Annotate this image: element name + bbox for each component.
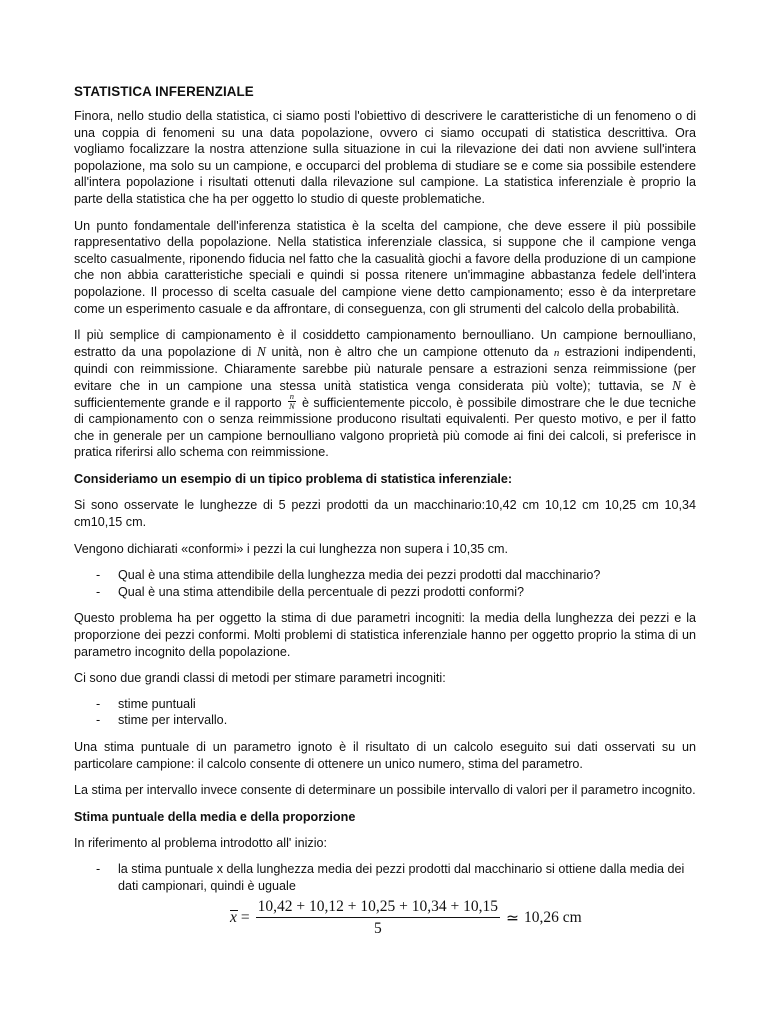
list-item: - stime puntuali: [74, 696, 696, 713]
paragraph-observations: Si sono osservate le lunghezze di 5 pezzi prodotti da un macchinario:10,42 cm 10,12 cm 10,25 cm 10,34 cm10,15 cm.: [74, 498, 696, 530]
formula-result: 10,26 cm: [523, 909, 582, 927]
math-n: n: [553, 346, 560, 359]
paragraph-sampling: Un punto fondamentale dell'inferenza statistica è la scelta del campione, che deve essere il più possibile rappresentativo della popolazione. Nella statistica inferenziale classica, si suppone che il campione venga scelto casualmente, riponendo fiducia nel fatto che la casualità giochi a favore della produzione di un campione che non abbia caratteristiche speciali e quindi si possa ritenere un'immagine abbastanza fedele dell'intera popolazione. Il processo di scelta casuale del campione viene detto campionamento; esso è da interpretare come un esperimento casuale e da affrontare, di conseguenza, con gli strumenti del calcolo della probabilità.: [74, 218, 696, 316]
questions-list: [74, 567, 696, 600]
paragraph-reference: In riferimento al problema introdotto all' inizio:: [74, 836, 328, 851]
heading-point-estimate: Stima puntuale della media e della proporzione: [74, 809, 356, 824]
paragraph-bernoulli: Il più semplice di campionamento è il cosiddetto campionamento bernoulliano. Un campione bernoulliano, estratto da una popolazione di N unità, non è altro che un campione ottenuto da n estrazioni indipendenti, quindi con reimmissione. Chiaramente sarebbe più naturale pensare a estrazioni senza reimmissione (per evitare che in un campione una stessa unità statistica venga considerata più volte); tuttavia, se N è sufficientemente grande e il rapporto $\frac{n}{N}$ è sufficientemente piccolo, è possibile dimostrare che le due tecniche di campionamento con o senza reimmissione producono risultati equivalenti. Per questo motivo, e per il fatto che in generale per un campione bernoulliano valgono proprietà più comode ai fini dei calcoli, si preferisce in pratica riferirsi allo schema con reimmissione.: [74, 328, 696, 460]
math-N: N: [256, 343, 266, 359]
paragraph-problem: Questo problema ha per oggetto la stima di due parametri incogniti: la media della lunghezza dei pezzi e la proporzione dei pezzi conformi. Molti problemi di statistica inferenziale hanno per oggetto proprio la stima di un parametro incognito della popolazione.: [74, 611, 696, 659]
methods-list: [74, 696, 696, 729]
point-estimate-list: [74, 861, 696, 894]
fraction-n-over-N: $\frac{n}{N}$: [289, 391, 295, 411]
formula-approx: ≃: [505, 909, 519, 927]
paragraph-conformity: Vengono dichiarati «conformi» i pezzi la cui lunghezza non supera i 10,35 cm.: [74, 541, 509, 556]
list-item: - Qual è una stima attendibile della percentuale di pezzi prodotti conformi?: [74, 584, 696, 601]
paragraph-intro: Finora, nello studio della statistica, ci siamo posti l'obiettivo di descrivere le caratteristiche di un fenomeno o di una coppia di fenomeni su una data popolazione, ovvero ci siamo occupati di statistica descrittiva. Ora vogliamo focalizzare la nostra attenzione sulla situazione in cui la rilevazione dei dati non avviene sull'intera popolazione, ma solo su un campione, e occuparci del problema di studiare se e come sia possibile estendere all'intera popolazione i risultati ottenuti dalla rilevazione sul campione. La statistica inferenziale è proprio la parte della statistica che ha per oggetto lo studio di queste problematiche.: [74, 109, 696, 206]
heading-example: Consideriamo un esempio di un tipico problema di statistica inferenziale:: [74, 471, 513, 486]
math-N: N: [671, 377, 681, 393]
list-item: - stime per intervallo.: [74, 712, 696, 729]
list-item: - la stima puntuale x della lunghezza media dei pezzi prodotti dal macchinario si ottiene dalla media dei dati campionari, quindi è uguale: [74, 861, 696, 894]
paragraph-point-estimate: Una stima puntuale di un parametro ignoto è il risultato di un calcolo eseguito sui dati osservati su un particolare campione: il calcolo consente di ottenere un unico numero, stima del parametro.: [74, 740, 696, 771]
paragraph-methods: Ci sono due grandi classi di metodi per stimare parametri incogniti:: [74, 671, 446, 686]
list-item: - Qual è una stima attendibile della lunghezza media dei pezzi prodotti dal macchinario?: [74, 567, 696, 584]
formula-xbar: x: [230, 909, 237, 927]
formula-numerator: 10,42 + 10,12 + 10,25 + 10,34 + 10,15: [256, 898, 500, 918]
mean-formula: [230, 898, 696, 938]
formula-denominator: 5: [373, 920, 382, 938]
formula-equals: =: [240, 909, 250, 927]
formula-fraction: [256, 898, 500, 938]
document-title: STATISTICA INFERENZIALE: [74, 84, 254, 99]
paragraph-interval-estimate: La stima per intervallo invece consente di determinare un possibile intervallo di valori per il parametro incognito.: [74, 783, 696, 798]
